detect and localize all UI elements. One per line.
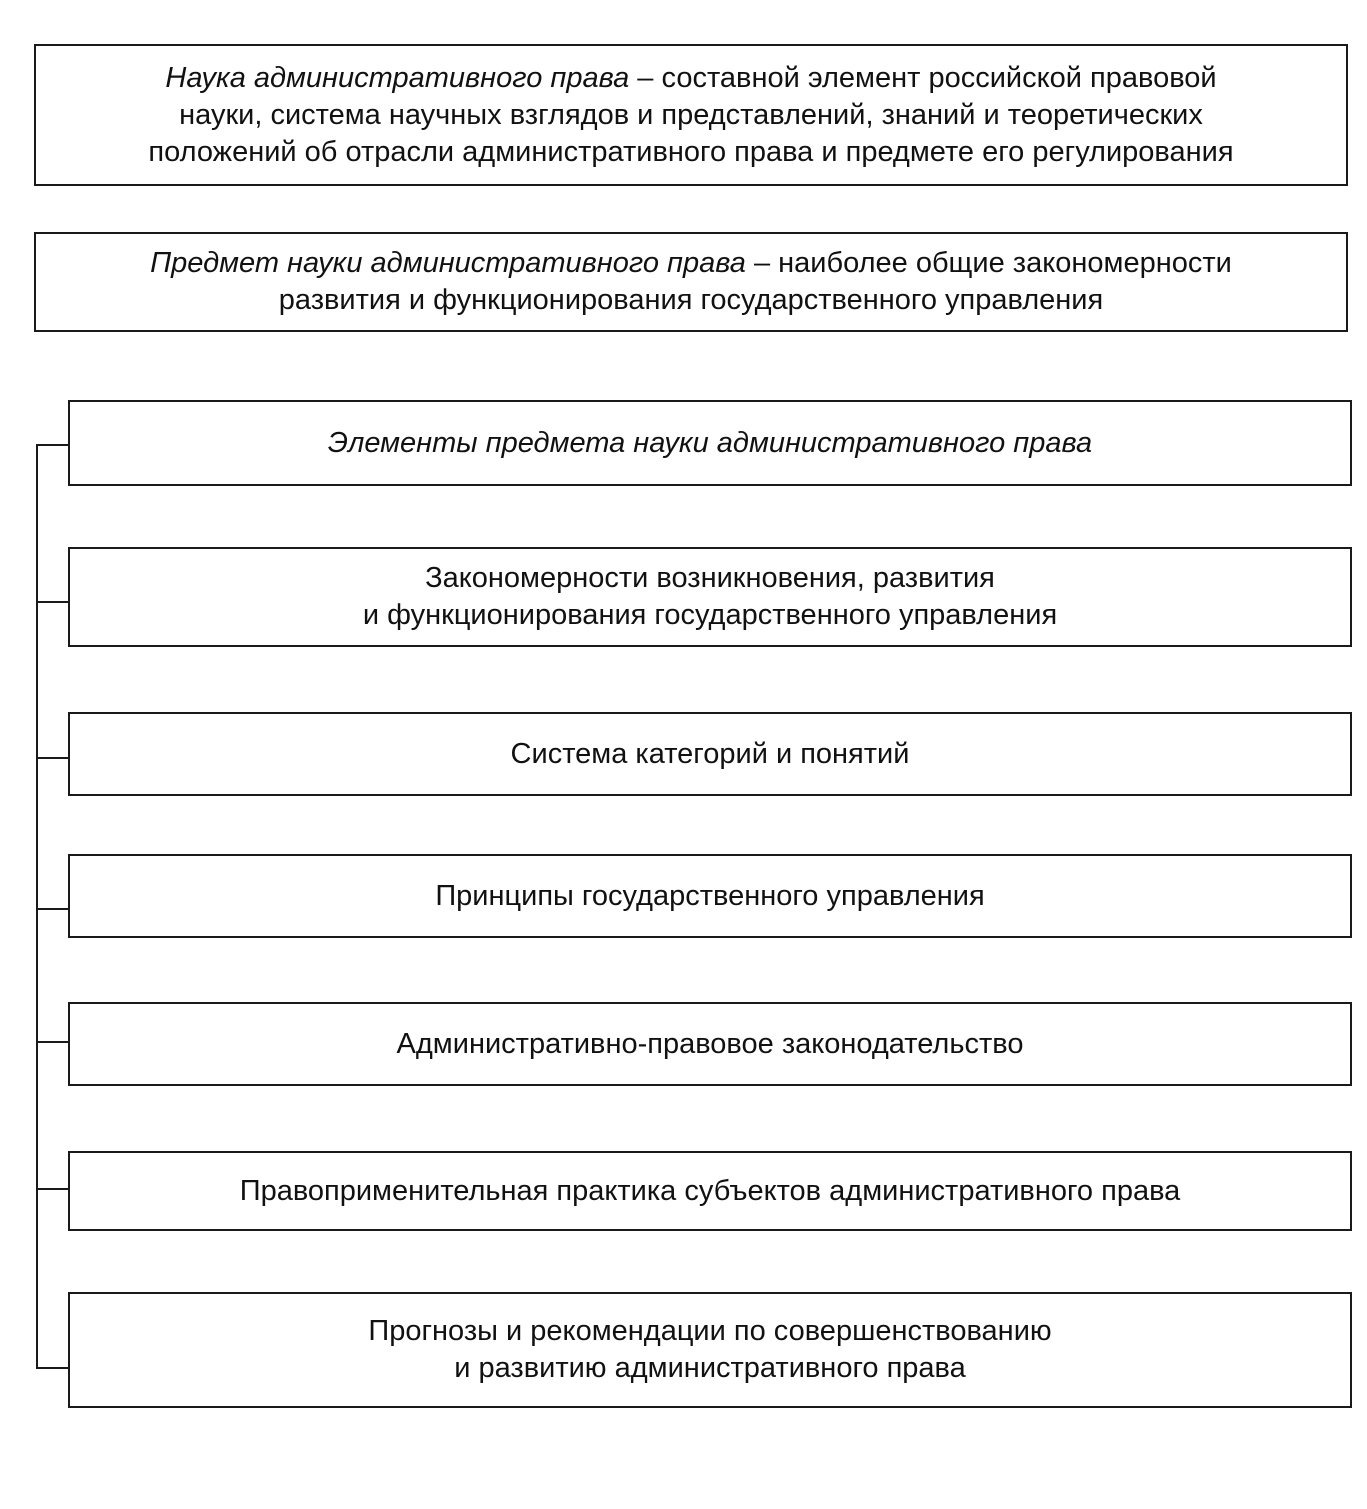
elements-heading: Элементы предмета науки административного права — [327, 426, 1093, 459]
subject-text-1: – наиболее общие закономерности — [745, 247, 1232, 279]
element-item-4 — [68, 1002, 1352, 1086]
subject-line-2: развития и функционирования государственного управления — [278, 284, 1104, 316]
element-item-1-line-2: и функционирования государственного управления — [362, 599, 1058, 631]
definition-line-3: положений об отрасли административного права и предмете его регулирования — [148, 135, 1234, 168]
bracket-vertical-line — [36, 444, 38, 1369]
element-item-5 — [68, 1151, 1352, 1231]
element-item-1 — [68, 547, 1352, 647]
definition-box — [34, 44, 1348, 186]
definition-line-1 — [165, 60, 1216, 97]
bracket-tick-heading — [36, 444, 69, 446]
element-item-2-line-1: Система категорий и понятий — [510, 737, 910, 770]
element-item-6-line-1: Прогнозы и рекомендации по совершенствованию — [368, 1315, 1052, 1347]
bracket-tick-item-1 — [36, 601, 69, 603]
element-item-6 — [68, 1292, 1352, 1408]
elements-heading-box — [68, 400, 1352, 486]
element-item-3-line-1: Принципы государственного управления — [435, 879, 985, 912]
element-item-4-line-1: Административно-правовое законодательство — [396, 1027, 1024, 1060]
bracket-tick-item-2 — [36, 757, 69, 759]
element-item-1-line-1: Закономерности возникновения, развития — [425, 562, 995, 594]
element-item-3 — [68, 854, 1352, 938]
definition-line-2: науки, система научных взглядов и представлений, знаний и теоретических — [179, 98, 1203, 131]
definition-text-1: – составной элемент российской правовой — [629, 61, 1217, 94]
element-item-5-line-1: Правоприменительная практика субъектов административного права — [239, 1174, 1181, 1207]
definition-term: Наука административного права — [165, 61, 630, 94]
subject-term: Предмет науки административного права — [150, 247, 746, 279]
bracket-tick-item-3 — [36, 908, 69, 910]
bracket-tick-item-6 — [36, 1367, 69, 1369]
element-item-2 — [68, 712, 1352, 796]
subject-line-1 — [150, 245, 1232, 282]
element-item-6-line-2: и развитию административного права — [454, 1352, 966, 1384]
subject-box — [34, 232, 1348, 332]
bracket-tick-item-4 — [36, 1041, 69, 1043]
bracket-tick-item-5 — [36, 1188, 69, 1190]
